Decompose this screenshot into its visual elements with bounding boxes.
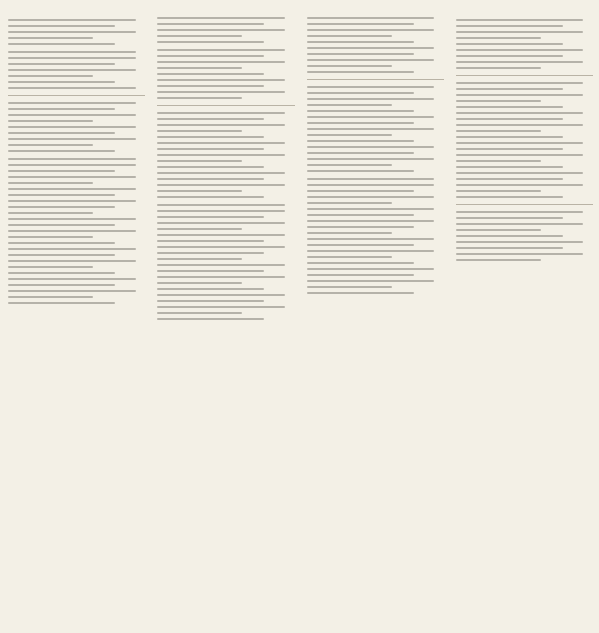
text-body <box>307 17 444 73</box>
text-body <box>157 112 294 198</box>
text-body <box>157 49 294 99</box>
column-4 <box>456 16 593 633</box>
text-body <box>307 86 444 172</box>
section <box>456 211 593 261</box>
section <box>8 102 145 152</box>
section <box>8 19 145 45</box>
text-body <box>456 82 593 198</box>
section <box>157 204 294 320</box>
text-body <box>456 19 593 69</box>
text-body <box>8 19 145 45</box>
divider <box>456 204 593 205</box>
text-body <box>8 51 145 89</box>
text-body <box>8 158 145 304</box>
text-body <box>157 17 294 43</box>
section <box>456 19 593 69</box>
section <box>157 112 294 198</box>
text-body <box>307 178 444 294</box>
divider <box>307 79 444 80</box>
section <box>307 178 444 294</box>
section <box>157 49 294 99</box>
section <box>307 17 444 73</box>
text-body <box>456 211 593 261</box>
section <box>8 51 145 89</box>
columns <box>8 16 593 633</box>
divider <box>456 75 593 76</box>
divider <box>8 95 145 96</box>
column-1 <box>8 16 145 633</box>
section <box>307 86 444 172</box>
column-2 <box>157 16 294 633</box>
divider <box>157 105 294 106</box>
section <box>8 158 145 304</box>
text-body <box>157 204 294 320</box>
section <box>456 82 593 198</box>
column-3 <box>307 16 444 633</box>
text-body <box>8 102 145 152</box>
section <box>157 17 294 43</box>
